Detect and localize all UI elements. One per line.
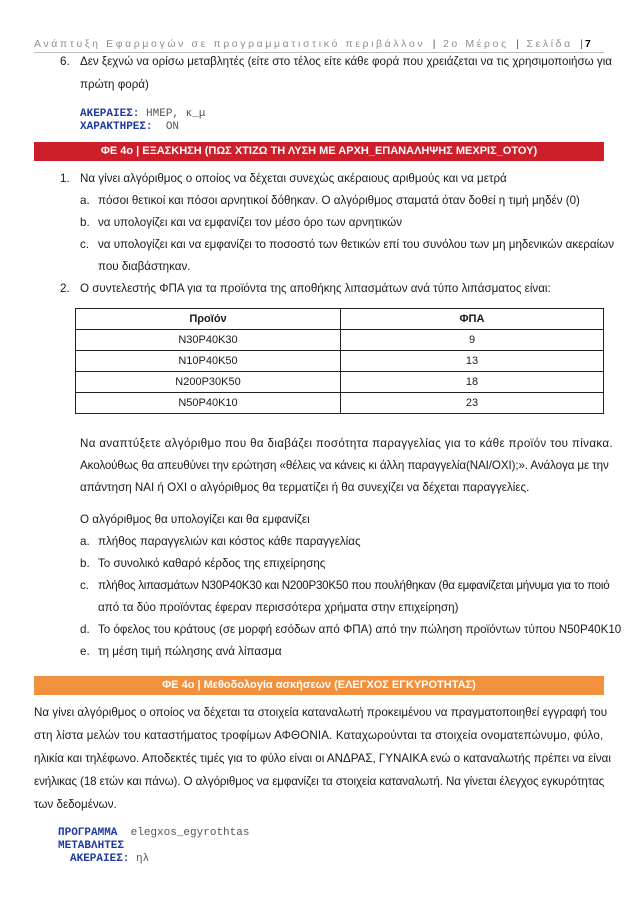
item-6-number: 6. — [60, 55, 70, 68]
calc-item-text: Το όφελος του κράτους (σε μορφή εσόδων από ΦΠΑ) από την πώληση προϊόντων τύπου N50P40K10 — [98, 623, 622, 636]
code-line-int-vars: ΑΚΕΡΑΙΕΣ: ηλ — [70, 853, 150, 865]
code-line-integers: ΑΚΕΡΑΙΕΣ: ΗΜΕΡ, κ_μ — [80, 108, 206, 120]
exercise-2-text: Ο συντελεστής ΦΠΑ για τα προϊόντα της αποθήκης λιπασμάτων ανά τύπο λιπάσματος είναι: — [80, 282, 551, 295]
exercise-1b-letter: b. — [80, 216, 90, 229]
section-banner-exercise: ΦΕ 4ο | ΕΞΑΣΚΗΣΗ (ΠΩΣ ΧΤΙΖΩ ΤΗ ΛΥΣΗ ΜΕ ΑΡΧΗ_ΕΠΑΝΑΛΗΨΗΣ ΜΕΧΡΙΣ_ΟΤΟΥ) — [34, 142, 604, 161]
table-cell-product: N30P40K30 — [76, 330, 341, 351]
exercise-1a-text: πόσοι θετικοί και πόσοι αρνητικοί δόθηκαν. Ο αλγόριθμος σταματά όταν δοθεί η τιμή μηδέν (0) — [98, 194, 580, 207]
header-part: 2ο Μέρος — [442, 38, 509, 50]
exercise-3-line-2: στη λίστα μελών του καταστήματος τροφίμων ΑΦΘΟΝΙΑ. Καταχωρούνται τα στοιχεία ονοματεπώνυμο, φύλο, — [34, 729, 604, 742]
header-page-label: Σελίδα — [526, 38, 573, 50]
vat-table — [75, 308, 604, 414]
header-title: Ανάπτυξη Εφαρμογών σε προγραμματιστικό περιβάλλον — [34, 38, 426, 50]
calc-item-letter: a. — [80, 535, 90, 548]
exercise-3-line-5: των δεδομένων. — [34, 798, 117, 811]
table-header-row — [76, 309, 604, 330]
calc-item-letter: b. — [80, 557, 90, 570]
table-cell-product: N10P40K50 — [76, 351, 341, 372]
item-6-line-2: πρώτη φορά) — [80, 78, 149, 91]
exercise-1c-line-1: να υπολογίζει και να εμφανίζει το ποσοστό των θετικών επί του συνόλου των μη μηδενικών ακεραίων — [98, 238, 615, 251]
table-cell-vat: 9 — [341, 330, 604, 351]
exercise-1-text: Να γίνει αλγόριθμος ο οποίος να δέχεται συνεχώς ακέραιους αριθμούς και να μετρά — [80, 172, 507, 185]
item-6-line-1: Δεν ξεχνώ να ορίσω μεταβλητές (είτε στο τέλος είτε κάθε φορά που χρειάζεται να τις χρησιμοποιήσω για — [80, 55, 612, 68]
calc-item-letter: d. — [80, 623, 90, 636]
table-header-vat: ΦΠΑ — [341, 309, 604, 330]
header-page-number: 7 — [585, 38, 591, 50]
exercise-2-calc-intro: Ο αλγόριθμος θα υπολογίζει και θα εμφανίζει — [80, 513, 310, 526]
calc-item-text: Το συνολικό καθαρό κέρδος της επιχείρησης — [98, 557, 326, 570]
exercise-2-number: 2. — [60, 282, 70, 295]
header-divider — [34, 52, 604, 53]
code-line-characters: ΧΑΡΑΚΤΗΡΕΣ: ON — [80, 121, 180, 133]
exercise-3-line-4: ενήλικας (18 ετών και πάνω). Ο αλγόριθμος να εμφανίζει τα στοιχεία καταναλωτή. Να γίνεται έλεγχος εγκυρότητας — [34, 775, 605, 788]
table-cell-product: N200P30K50 — [76, 372, 341, 393]
exercise-2-paragraph-1: Να αναπτύξετε αλγόριθμο που θα διαβάζει ποσότητα παραγγελίας για το κάθε προϊόν του πίνακα. — [80, 437, 614, 450]
code-line-program: ΠΡΟΓΡΑΜΜΑ elegxos_egyrothtas — [58, 827, 250, 839]
calc-item-letter: c. — [80, 579, 90, 592]
table-cell-vat: 23 — [341, 393, 604, 414]
table-cell-vat: 13 — [341, 351, 604, 372]
calc-item-text: τη μέση τιμή πώλησης ανά λίπασμα — [98, 645, 282, 658]
table-cell-product: N50P40K10 — [76, 393, 341, 414]
exercise-3-line-3: ηλικία και τηλέφωνο. Αποδεκτές τιμές για το φύλο είναι οι ΑΝΔΡΑΣ, ΓΥΝΑΙΚΑ ενώ ο καταναλωτής πρέπει να είναι — [34, 752, 611, 765]
calc-item-text: πλήθος παραγγελιών και κόστος κάθε παραγγελίας — [98, 535, 361, 548]
exercise-2-paragraph-3: απάντηση ΝΑΙ ή ΟΧΙ ο αλγόριθμος θα τερματίζει ή θα συνεχίζει να δέχεται παραγγελίες. — [80, 481, 530, 494]
exercise-2-paragraph-2: Ακολούθως θα απευθύνει την ερώτηση «θέλεις να κάνεις κι άλλη παραγγελία(ΝΑΙ/ΟΧΙ);». Ανάλογα με την — [80, 459, 609, 472]
table-row — [76, 330, 604, 351]
calc-item-text-continued: από τα δύο προϊόντας έφεραν περισσότερα χρήματα στην επιχείρηση) — [98, 601, 459, 614]
code-line-variables: ΜΕΤΑΒΛΗΤΕΣ — [58, 840, 125, 852]
section-banner-methodology: ΦΕ 4ο | Μεθοδολογία ασκήσεων (ΕΛΕΓΧΟΣ ΕΓΚΥΡΟΤΗΤΑΣ) — [34, 676, 604, 695]
exercise-1a-letter: a. — [80, 194, 90, 207]
table-row — [76, 351, 604, 372]
exercise-1-number: 1. — [60, 172, 70, 185]
table-row — [76, 393, 604, 414]
table-header-product: Προϊόν — [76, 309, 341, 330]
exercise-1c-line-2: που διαβάστηκαν. — [98, 260, 191, 273]
table-row — [76, 372, 604, 393]
calc-item-text: πλήθος λιπασμάτων N30P40K30 και N200P30K50 που πουλήθηκαν (θα εμφανίζεται μήνυμα για το ποιό — [98, 579, 610, 592]
exercise-3-line-1: Να γίνει αλγόριθμος ο οποίος να δέχεται τα στοιχεία καταναλωτή προκειμένου να πραγματοποιηθεί εγγραφή του — [34, 706, 608, 719]
page-header: Ανάπτυξη Εφαρμογών σε προγραμματιστικό περιβάλλον | 2ο Μέρος | Σελίδα | 7 — [34, 38, 591, 50]
exercise-1b-text: να υπολογίζει και να εμφανίζει τον μέσο όρο των αρνητικών — [98, 216, 402, 229]
table-cell-vat: 18 — [341, 372, 604, 393]
calc-item-letter: e. — [80, 645, 90, 658]
exercise-1c-letter: c. — [80, 238, 90, 251]
